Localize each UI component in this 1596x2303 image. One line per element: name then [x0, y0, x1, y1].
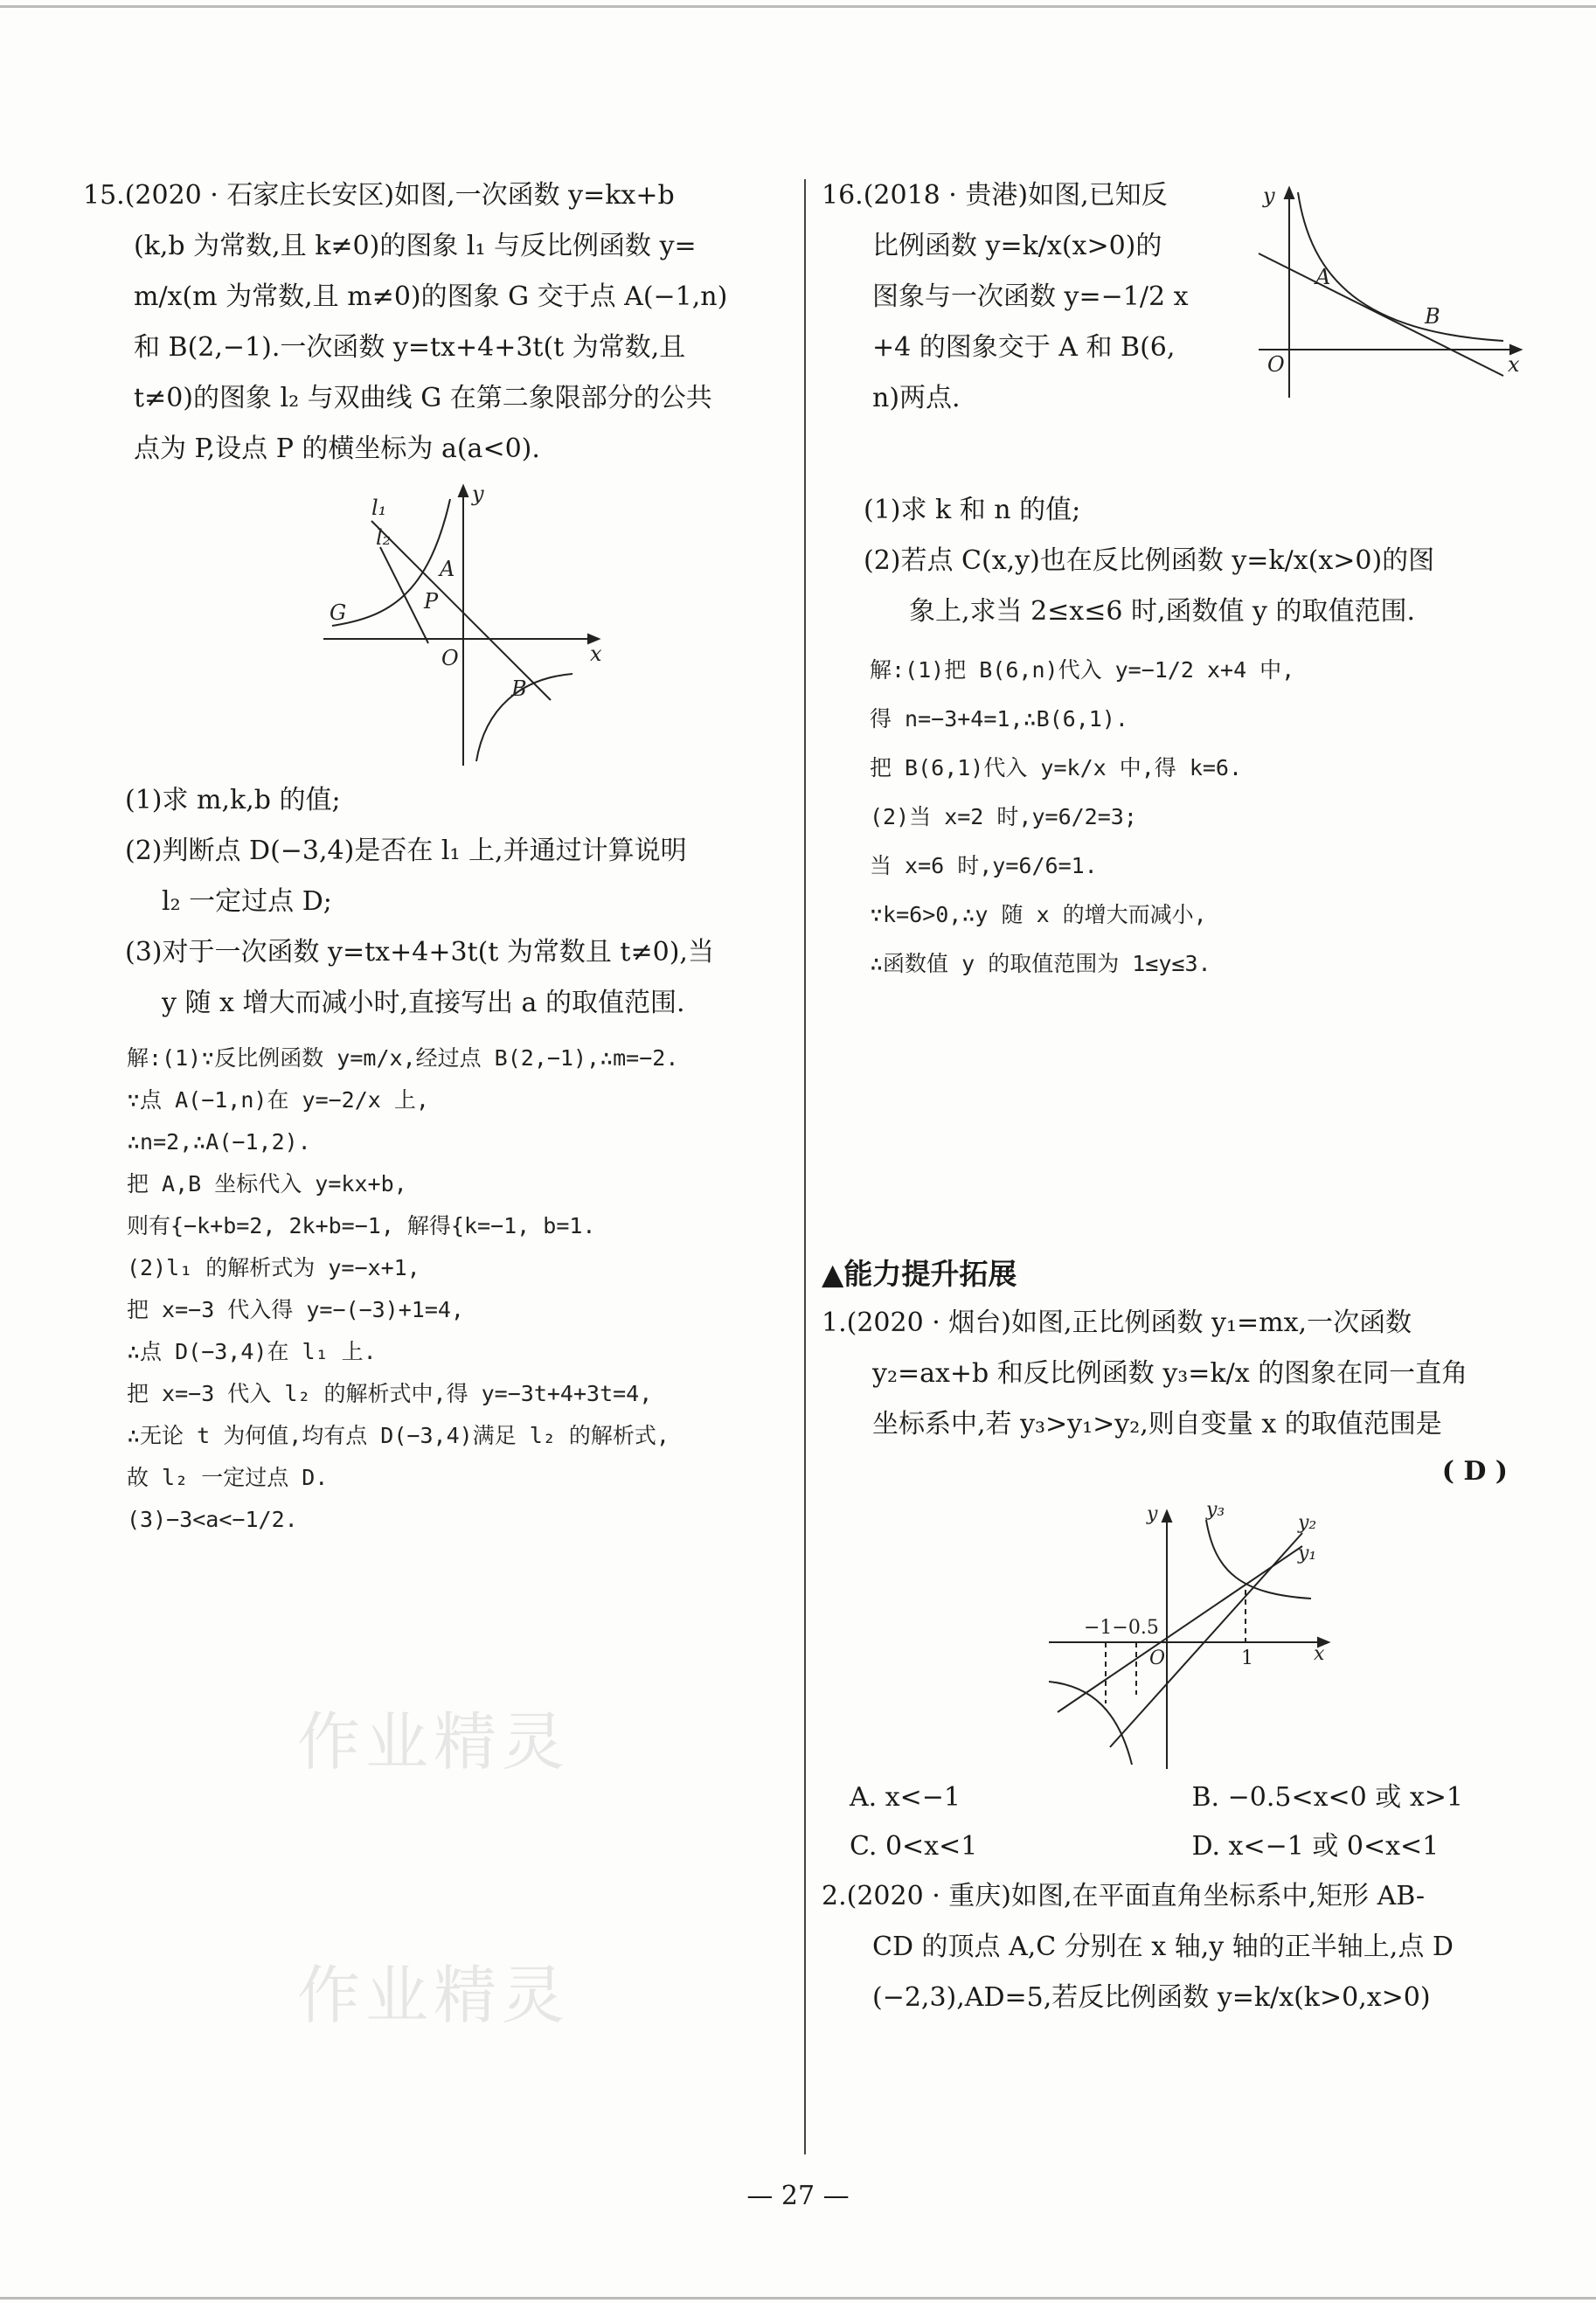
- q15-line-1: 15.(2020 · 石家庄长安区)如图,一次函数 y=kx+b: [83, 180, 675, 211]
- p1-options: [822, 1773, 1534, 1871]
- p1-label-y1: y₁: [1298, 1543, 1317, 1564]
- q16-line-5: n)两点.: [872, 383, 961, 413]
- q16-label-x: x: [1508, 352, 1520, 377]
- option-b: B. −0.5<x<0 或 x>1: [1191, 1782, 1463, 1813]
- q15-figure: [83, 482, 800, 770]
- p1-figure: [822, 1494, 1534, 1773]
- q15-label-g: G: [330, 600, 347, 625]
- q16-top: [822, 170, 1534, 485]
- q16-sol-4: (2)当 x=2 时,y=6/2=3;: [870, 804, 1137, 829]
- q16-line-1: 16.(2018 · 贵港)如图,已知反: [822, 180, 1168, 211]
- q16-subquestions: [822, 485, 1534, 637]
- p1-label-y: y: [1147, 1503, 1158, 1525]
- q16-label-a: A: [1315, 265, 1331, 289]
- spacer: [822, 988, 1534, 1251]
- q15-line-3: m/x(m 为常数,且 m≠0)的图象 G 交于点 A(−1,n): [134, 281, 728, 312]
- q16-sub2b: 象上,求当 2≤x≤6 时,函数值 y 的取值范围.: [909, 596, 1416, 627]
- p1-label-y3: y₃: [1206, 1499, 1225, 1521]
- p1-line-1: 1.(2020 · 烟台)如图,正比例函数 y₁=mx,一次函数: [822, 1308, 1412, 1338]
- q15-sub2b: l₂ 一定过点 D;: [162, 886, 332, 917]
- page-number: — 27 —: [746, 2181, 850, 2211]
- right-column: [822, 170, 1534, 2023]
- q16-sol-5: 当 x=6 时,y=6/6=1.: [870, 853, 1098, 878]
- q15-sol-11: 故 l₂ 一定过点 D.: [127, 1465, 329, 1490]
- q16-figure: [1241, 184, 1530, 402]
- q15-line-2: (k,b 为常数,且 k≠0)的图象 l₁ 与反比例函数 y=: [134, 231, 697, 261]
- q15-label-o: O: [441, 646, 459, 670]
- problem-2: [822, 1871, 1534, 2023]
- left-column: [83, 170, 800, 1541]
- q15-line-6: 点为 P,设点 P 的横坐标为 a(a<0).: [134, 434, 540, 464]
- q15-solution: [83, 1037, 800, 1541]
- section-title: ▲能力提升拓展: [822, 1257, 1017, 1291]
- q15-sol-9: 把 x=−3 代入 l₂ 的解析式中,得 y=−3t+4+3t=4,: [127, 1381, 653, 1406]
- q15-sol-10: ∴无论 t 为何值,均有点 D(−3,4)满足 l₂ 的解析式,: [127, 1423, 670, 1448]
- q15-sol-1: 解:(1)∵反比例函数 y=m/x,经过点 B(2,−1),∴m=−2.: [127, 1045, 679, 1071]
- q15-sol-2: ∵点 A(−1,n)在 y=−2/x 上,: [127, 1087, 429, 1113]
- p1-label-o: O: [1149, 1647, 1166, 1669]
- watermark-1: 作业精灵: [297, 1705, 571, 1779]
- option-d: D. x<−1 或 0<x<1: [1191, 1831, 1440, 1862]
- p2-line-3: (−2,3),AD=5,若反比例函数 y=k/x(k>0,x>0): [872, 1982, 1431, 2013]
- q15-sol-12: (3)−3<a<−1/2.: [127, 1507, 298, 1532]
- q15-line-5: t≠0)的图象 l₂ 与双曲线 G 在第二象限部分的公共: [134, 383, 712, 413]
- p1-label-x: x: [1314, 1643, 1325, 1665]
- q15-label-b: B: [511, 676, 527, 701]
- option-a: A. x<−1: [850, 1782, 961, 1813]
- q16-sol-1: 解:(1)把 B(6,n)代入 y=−1/2 x+4 中,: [870, 657, 1295, 683]
- q15-sol-7: 把 x=−3 代入得 y=−(−3)+1=4,: [127, 1297, 464, 1322]
- watermark-2: 作业精灵: [297, 1959, 571, 2032]
- q16-sol-3: 把 B(6,1)代入 y=k/x 中,得 k=6.: [870, 755, 1243, 780]
- question-16: [822, 170, 1241, 424]
- q15-sub2a: (2)判断点 D(−3,4)是否在 l₁ 上,并通过计算说明: [125, 836, 687, 866]
- q16-line-3: 图象与一次函数 y=−1/2 x: [872, 281, 1189, 312]
- q15-label-l1: l₁: [371, 496, 387, 520]
- q16-sol-6: ∵k=6>0,∴y 随 x 的增大而减小,: [870, 902, 1207, 927]
- p1-hyperbola-lower: [1049, 1682, 1132, 1765]
- q16-solution: [822, 646, 1534, 988]
- p1-line-2: y₂=ax+b 和反比例函数 y₃=k/x 的图象在同一直角: [872, 1358, 1468, 1389]
- p1-line-3: 坐标系中,若 y₃>y₁>y₂,则自变量 x 的取值范围是: [872, 1409, 1442, 1439]
- top-border: [0, 5, 1596, 8]
- option-c: C. 0<x<1: [850, 1831, 978, 1862]
- p2-line-1: 2.(2020 · 重庆)如图,在平面直角坐标系中,矩形 AB-: [822, 1881, 1425, 1911]
- q16-label-y: y: [1263, 184, 1275, 208]
- q16-sub1: (1)求 k 和 n 的值;: [864, 495, 1081, 525]
- bottom-border: [0, 2297, 1596, 2300]
- q16-label-o: O: [1267, 352, 1285, 377]
- q16-line-4: +4 的图象交于 A 和 B(6,: [872, 332, 1176, 363]
- q15-label-p: P: [424, 589, 439, 614]
- q15-sol-5: 则有{−k+b=2, 2k+b=−1, 解得{k=−1, b=1.: [127, 1213, 596, 1238]
- p1-answer: ( D ): [1441, 1456, 1508, 1487]
- q15-sol-4: 把 A,B 坐标代入 y=kx+b,: [127, 1171, 407, 1197]
- q16-line-2: 比例函数 y=k/x(x>0)的: [872, 231, 1162, 261]
- p1-label-one: 1: [1241, 1647, 1253, 1669]
- p1-label-neg: −1−0.5: [1084, 1617, 1159, 1639]
- q16-sub2a: (2)若点 C(x,y)也在反比例函数 y=k/x(x>0)的图: [864, 545, 1435, 576]
- q15-sub3a: (3)对于一次函数 y=tx+4+3t(t 为常数且 t≠0),当: [125, 937, 714, 968]
- q15-label-l2: l₂: [376, 525, 392, 550]
- q16-label-b: B: [1425, 304, 1440, 329]
- q16-line: [1259, 253, 1503, 376]
- q16-sol-2: 得 n=−3+4=1,∴B(6,1).: [870, 706, 1128, 732]
- q15-line-l1: [371, 521, 551, 700]
- q15-sub1: (1)求 m,k,b 的值;: [125, 785, 341, 815]
- q15-subquestions: [83, 775, 800, 1029]
- problem-1: [822, 1298, 1534, 1450]
- q15-label-x: x: [590, 642, 602, 666]
- p2-line-2: CD 的顶点 A,C 分别在 x 轴,y 轴的正半轴上,点 D: [872, 1932, 1454, 1962]
- column-divider: [804, 179, 806, 2154]
- q15-sub3b: y 随 x 增大而减小时,直接写出 a 的取值范围.: [162, 988, 685, 1018]
- p1-label-y2: y₂: [1298, 1512, 1317, 1534]
- q15-label-a: A: [440, 557, 455, 581]
- q15-sol-6: (2)l₁ 的解析式为 y=−x+1,: [127, 1255, 420, 1280]
- p1-hyperbola-upper: [1206, 1520, 1311, 1599]
- q15-line-l2: [380, 547, 428, 643]
- q16-sol-7: ∴函数值 y 的取值范围为 1≤y≤3.: [870, 951, 1211, 976]
- q15-sol-3: ∴n=2,∴A(−1,2).: [127, 1129, 311, 1155]
- q15-line-4: 和 B(2,−1).一次函数 y=tx+4+3t(t 为常数,且: [134, 332, 686, 363]
- question-15: [83, 170, 800, 475]
- q15-sol-8: ∴点 D(−3,4)在 l₁ 上.: [127, 1339, 377, 1364]
- q15-label-y: y: [472, 482, 484, 506]
